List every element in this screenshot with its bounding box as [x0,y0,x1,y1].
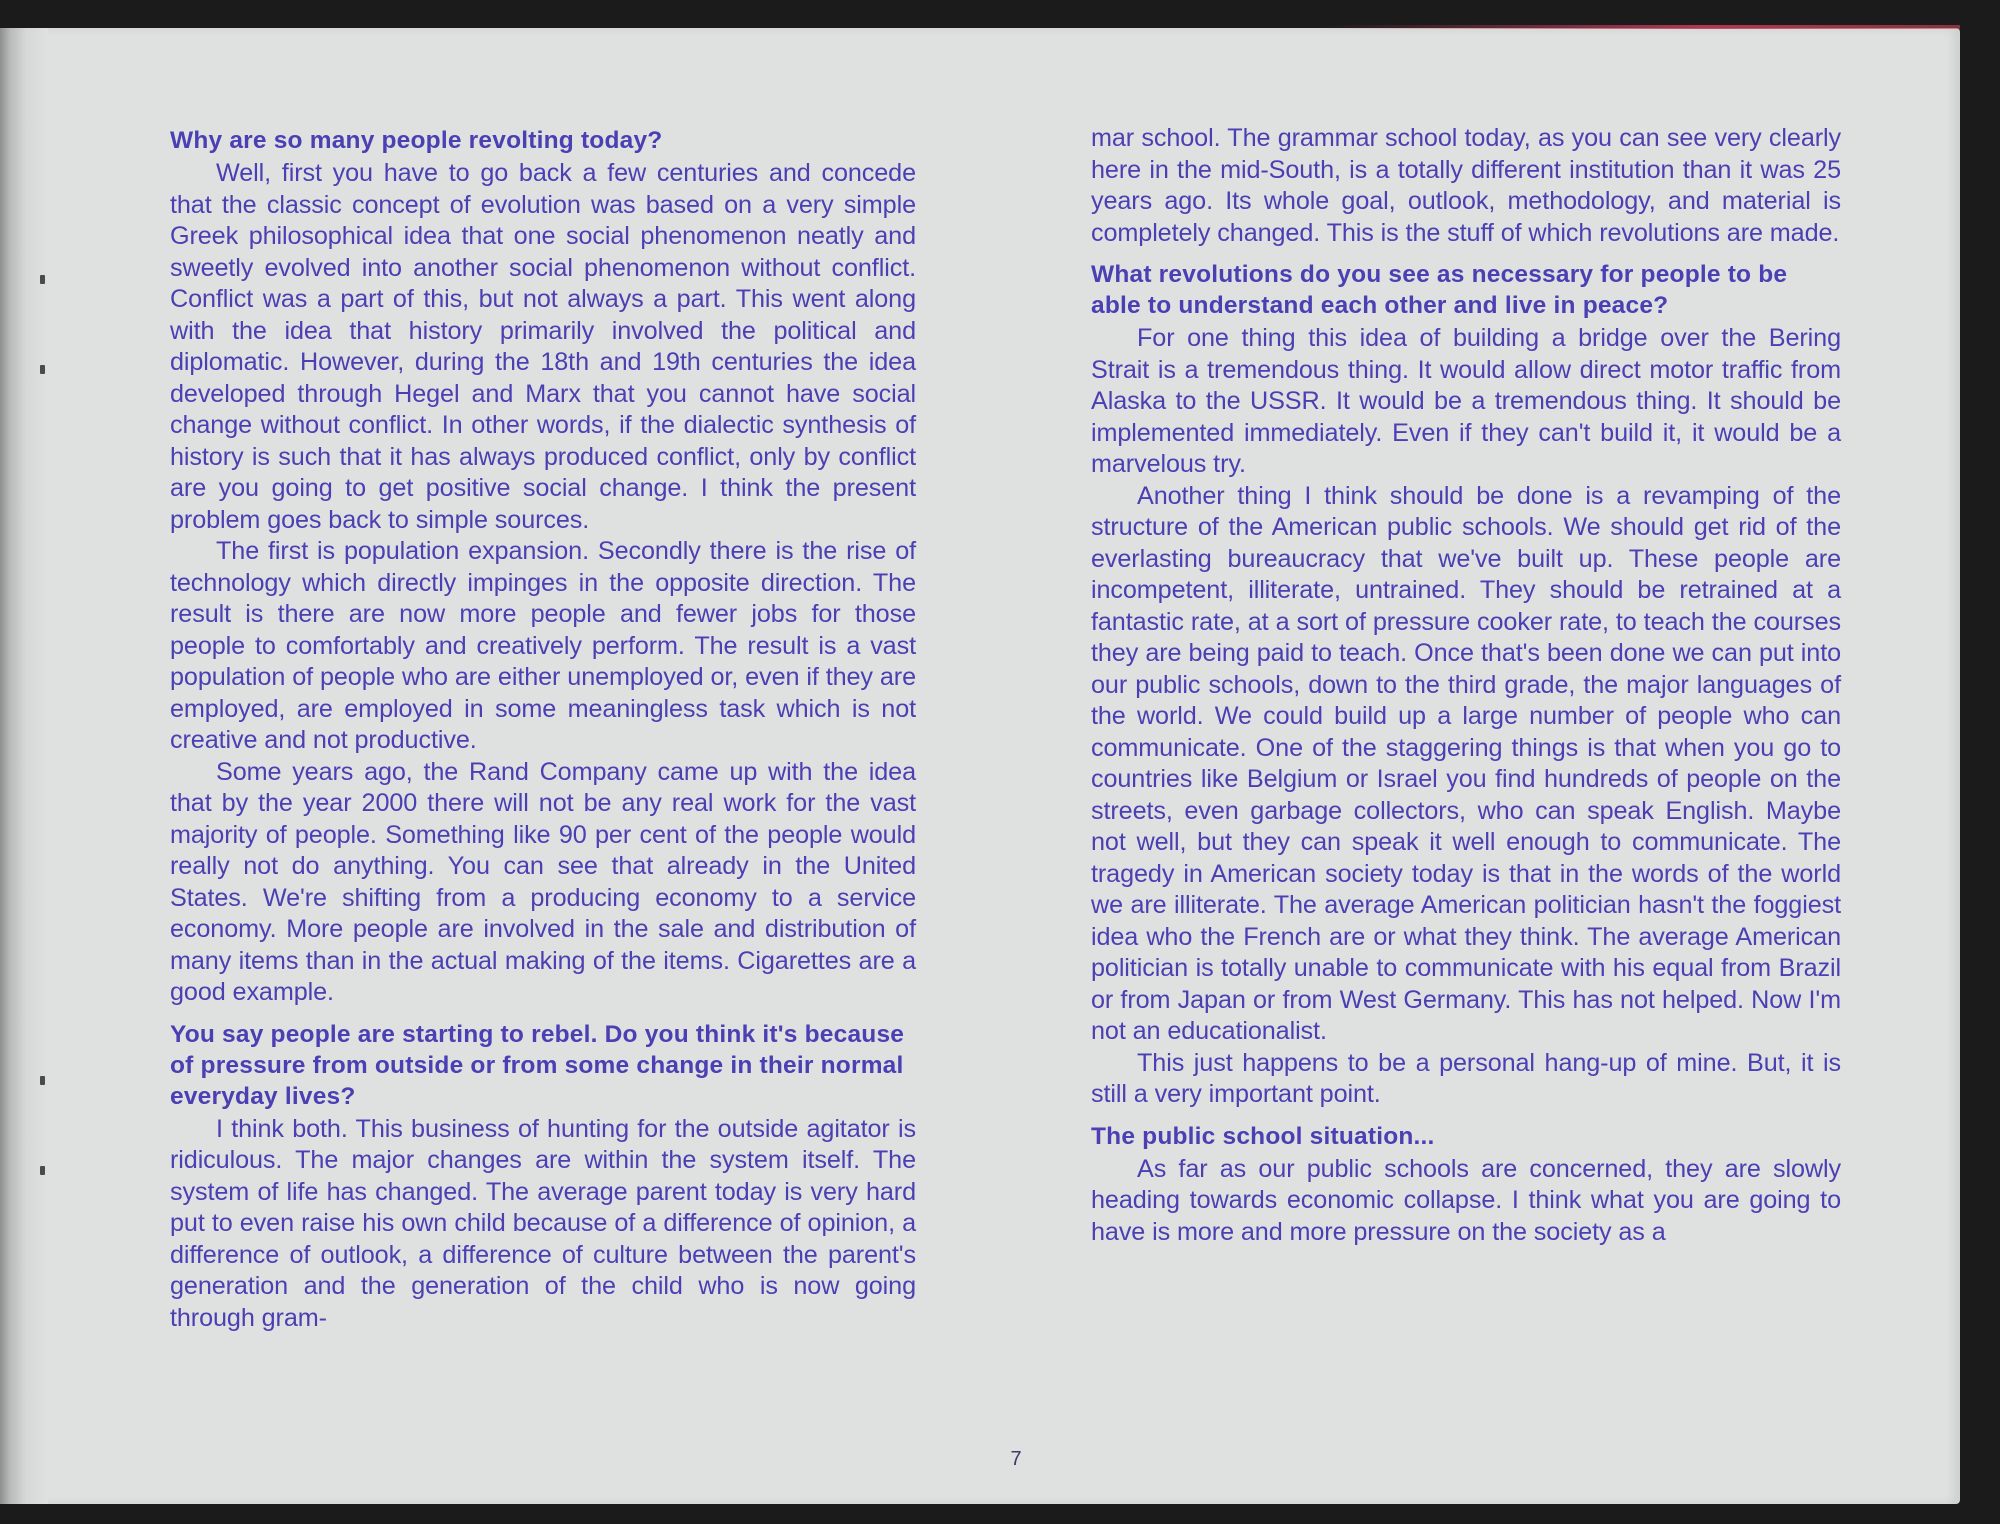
section-heading: The public school situation... [1091,1122,1435,1150]
question-heading: You say people are starting to rebel. Do you think it's because of pressure from outside or from some change in their normal everyday lives? [170,1020,905,1110]
question-heading: Why are so many people revolting today? [170,127,663,154]
answer-paragraph: Well, first you have to go back a few centuries and concede that the classic concept of evolution was based on a very simple Greek philosophical idea that one social phenomenon neatly and sweetly evolved into another social phenomenon without conflict. Conflict was a part of this, but not always a part. This went along with the idea that history primarily involved the political and diplomatic. However, during the 18th and 19th centuries the idea developed through Hegel and Marx that you cannot have social change without conflict. In other words, if the dialectic synthesis of history is such that it has always produced conflict, only by conflict are you going to get positive social change. I think the present problem goes back to simple sources. [170,159,916,534]
cover-edge [1320,25,1960,29]
answer-paragraph: For one thing this idea of building a bridge over the Bering Strait is a tremendous thing. It would allow direct motor traffic from Alaska to the USSR. It would be a tremendous thing. It should be implemented immediately. Even if they can't build it, it would be a marvelous try. [1091,324,1841,478]
right-text-column [1091,123,1841,1248]
binding-mark [40,275,45,284]
binding-mark [40,1166,45,1175]
binding-mark [40,365,45,374]
answer-paragraph: I think both. This business of hunting for the outside agitator is ridiculous. The major changes are within the system itself. The system of life has changed. The average parent today is very hard put to even raise his own child because of a difference of opinion, a difference of outlook, a difference of culture between the parent's generation and the generation of the child who is now going through gram- [170,1114,916,1332]
binding-mark [40,1076,45,1085]
left-text-column [170,125,916,1334]
answer-paragraph: This just happens to be a personal hang-up of mine. But, it is still a very important point. [1091,1048,1841,1108]
continued-paragraph: mar school. The grammar school today, as you can see very clearly here in the mid-South, is a totally different institution than it was 25 years ago. Its whole goal, outlook, methodology, and material is completely changed. This is the stuff of which revolutions are made. [1091,124,1841,247]
binding-edge [0,28,48,1504]
question-heading: What revolutions do you see as necessary for people to be able to understand each other and live in peace? [1091,261,1788,319]
answer-paragraph: The first is population expansion. Secondly there is the rise of technology which directly impinges in the opposite direction. The result is there are now more people and fewer jobs for those people to comfortably and creatively perform. The result is a vast population of people who are either unemployed or, even if they are employed, are employed in some meaningless task which is not creative and not productive. [170,537,916,754]
answer-paragraph: Another thing I think should be done is a revamping of the structure of the American public schools. We should get rid of the everlasting bureaucracy that we've built up. These people are incompetent, illiterate, untrained. They should be retrained at a fantastic rate, at a sort of pressure cooker rate, to teach the courses they are being paid to teach. Once that's been done we can put into our public schools, down to the third grade, the major languages of the world. We could build up a large number of people who can communicate. One of the staggering things is that when you go to countries like Belgium or Israel you find hundreds of people on the streets, even garbage collectors, who can speak English. Maybe not well, but they can speak it well enough to communicate. The tragedy in American society today is that in the words of the world we are illiterate. The average American politician hasn't the foggiest idea who the French are or what they think. The average American politician is totally unable to communicate with his equal from Brazil or from Japan or from West Germany. This has not helped. Now I'm not an educationalist. [1091,481,1841,1045]
page-number: 7 [1010,1448,1022,1470]
answer-paragraph: As far as our public schools are concerned, they are slowly heading towards economic collapse. I think what you are going to have is more and more pressure on the society as a [1091,1154,1841,1246]
answer-paragraph: Some years ago, the Rand Company came up with the idea that by the year 2000 there will not be any real work for the vast majority of people. Something like 90 per cent of the people would really not do anything. You can see that already in the United States. We're shifting from a producing economy to a service economy. More people are involved in the sale and distribution of many items than in the actual making of the items. Cigarettes are a good example. [170,757,916,1006]
